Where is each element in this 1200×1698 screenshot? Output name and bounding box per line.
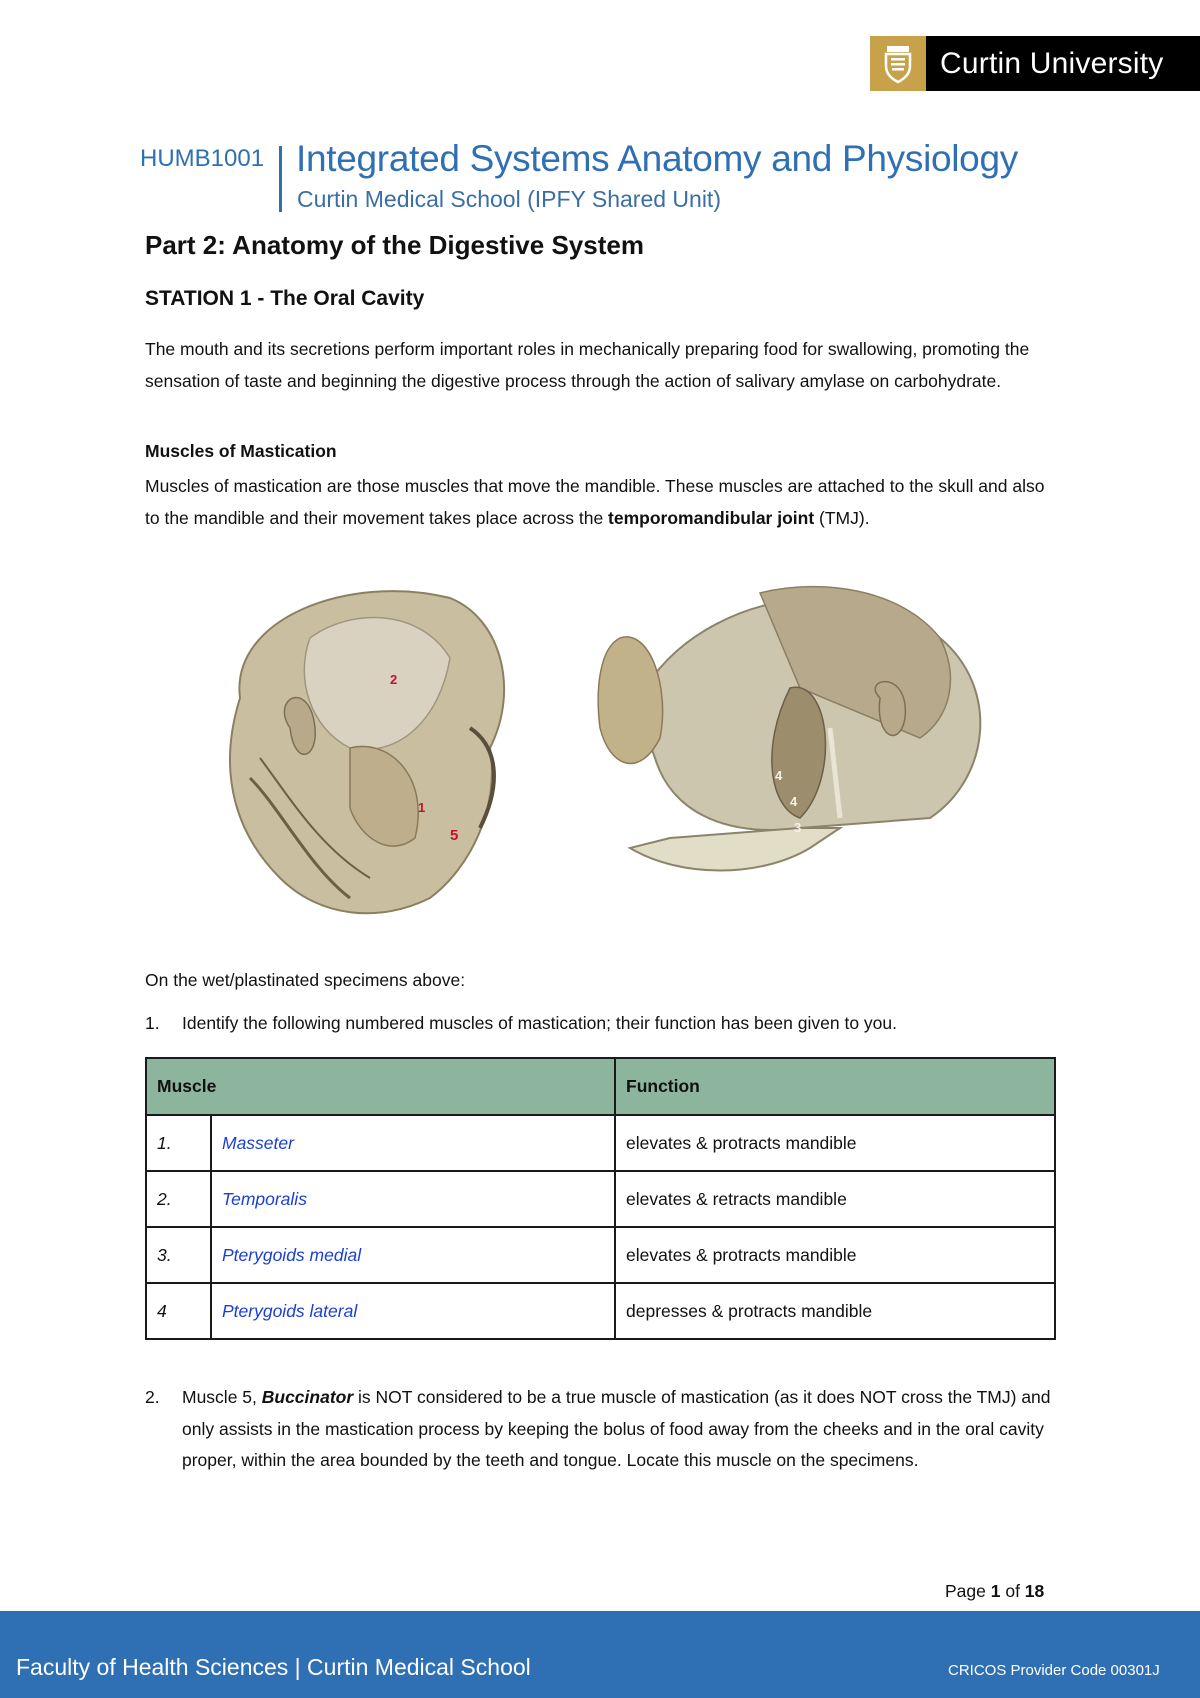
logo-text: Curtin University <box>940 46 1164 80</box>
table-row <box>146 1171 1055 1227</box>
question-1-number: 1. <box>145 1013 160 1033</box>
figure-label-5: 5 <box>450 827 459 844</box>
muscle-name: Pterygoids lateral <box>211 1283 615 1339</box>
part-title: Part 2: Anatomy of the Digestive System <box>145 230 644 260</box>
question-2-body <box>182 1382 1055 1477</box>
footer-cricos: CRICOS Provider Code 00301J <box>948 1662 1160 1679</box>
course-subtitle: Curtin Medical School (IPFY Shared Unit) <box>297 186 721 212</box>
station-title: STATION 1 - The Oral Cavity <box>145 287 425 310</box>
university-crest-icon <box>870 36 926 91</box>
page-label: Page <box>945 1581 991 1601</box>
figure-label-1: 1 <box>418 800 426 815</box>
question-1 <box>145 1013 897 1034</box>
question-2-post: is NOT considered to be a true muscle of mastication (as it does NOT cross the TMJ) and only assists in the mastication process by keeping the bolus of food away from the cheeks and in the oral cavity proper, within the area bounded by the teeth and tongue. Locate this muscle on the specimens. <box>182 1387 1051 1470</box>
muscle-function: depresses & protracts mandible <box>615 1283 1055 1339</box>
muscles-text-bold: temporomandibular joint <box>608 507 815 528</box>
muscle-function: elevates & protracts mandible <box>615 1115 1055 1171</box>
question-2-muscle: Buccinator <box>261 1387 354 1407</box>
row-number: 1. <box>146 1115 211 1171</box>
course-title: Integrated Systems Anatomy and Physiology <box>296 138 1018 179</box>
row-number: 3. <box>146 1227 211 1283</box>
table-header-row <box>146 1058 1055 1115</box>
muscle-name: Pterygoids medial <box>211 1227 615 1283</box>
muscle-function: elevates & protracts mandible <box>615 1227 1055 1283</box>
specimens-instruction: On the wet/plastinated specimens above: <box>145 970 466 990</box>
question-2-number: 2. <box>145 1387 160 1407</box>
muscles-text-before: Muscles of mastication are those muscles that move the mandible. These muscles are attached to the skull and also to the mandible and their movement takes place across the <box>145 476 1045 528</box>
header-muscle: Muscle <box>146 1058 615 1115</box>
muscles-heading: Muscles of Mastication <box>145 441 337 461</box>
page-number <box>945 1581 1044 1602</box>
row-number: 4 <box>146 1283 211 1339</box>
muscle-function: elevates & retracts mandible <box>615 1171 1055 1227</box>
right-specimen-illustration <box>598 587 980 871</box>
page-current: 1 <box>990 1581 1001 1601</box>
course-code: HUMB1001 <box>140 145 265 172</box>
muscles-paragraph <box>145 471 1055 534</box>
figure-label-2: 2 <box>390 672 398 687</box>
header-divider <box>279 146 282 212</box>
muscles-table <box>145 1057 1056 1340</box>
muscles-text-after: (TMJ). <box>814 507 870 528</box>
table-row <box>146 1115 1055 1171</box>
specimen-figures <box>200 578 1020 930</box>
footer-faculty: Faculty of Health Sciences | Curtin Medical School <box>16 1654 531 1680</box>
intro-paragraph: The mouth and its secretions perform important roles in mechanically preparing food for swallowing, promoting the sensation of taste and beginning the digestive process through the action of salivary amylase on carbohydrate. <box>145 339 1030 391</box>
figure-label-4b: 4 <box>790 794 798 809</box>
row-number: 2. <box>146 1171 211 1227</box>
question-2 <box>145 1382 1055 1477</box>
page-of: of <box>1000 1581 1025 1601</box>
header-function: Function <box>615 1058 1055 1115</box>
muscle-name: Temporalis <box>211 1171 615 1227</box>
curtin-logo <box>870 36 1200 91</box>
question-1-text: Identify the following numbered muscles of mastication; their function has been given to you. <box>182 1013 897 1033</box>
question-2-pre: Muscle 5, <box>182 1387 262 1407</box>
table-row <box>146 1283 1055 1339</box>
figure-label-4a: 4 <box>775 768 783 783</box>
left-specimen-illustration <box>230 591 504 913</box>
muscle-name: Masseter <box>211 1115 615 1171</box>
page-total: 18 <box>1024 1581 1045 1601</box>
table-row <box>146 1227 1055 1283</box>
figure-label-3: 3 <box>794 820 802 835</box>
